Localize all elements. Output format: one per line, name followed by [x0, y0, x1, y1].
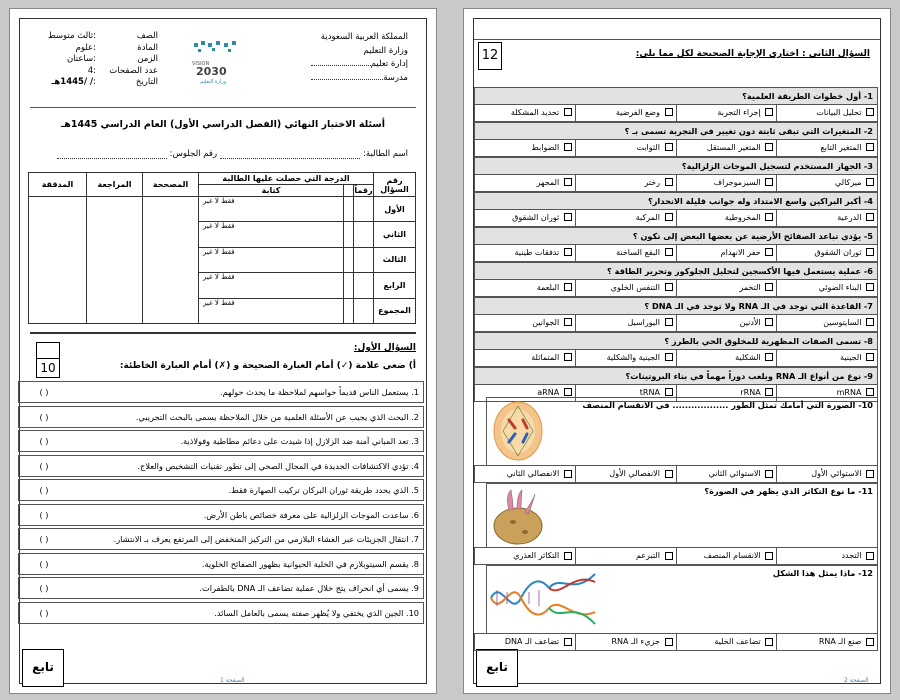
option-label: الأدنين: [739, 317, 761, 327]
mcq-options: [474, 547, 878, 565]
pages-value: 4: [87, 65, 94, 76]
image-question-text: 10- الصورة التي أمامك تمثل الطور .................. في الانقسام المنصف: [582, 400, 873, 410]
option-label: البناء الضوئي: [818, 282, 862, 292]
mcq-option[interactable]: [676, 280, 777, 297]
checkbox-icon[interactable]: [564, 283, 572, 291]
image-question: [486, 397, 878, 465]
option-label: الاستوائي الأول: [811, 469, 862, 478]
statement-text: تؤدي الاكتشافات الجديدة في المجال الصحي إلى تطور تقنيات التشخيص والعلاج.: [137, 460, 409, 471]
q1-instruction: أ) ضعي علامة (✓) أمام العبارة الصحيحة و (✗) أمام العبارة الخاطئة:: [119, 361, 416, 371]
option-label: الانفصالي الثاني: [506, 469, 560, 478]
col-question-number: رقم السؤال: [374, 173, 416, 197]
mcq-option[interactable]: [776, 315, 877, 332]
checkbox-icon[interactable]: [765, 143, 773, 151]
q1-title: السؤال الأول:: [353, 343, 416, 353]
option-label: جزيء الـ RNA: [611, 637, 660, 646]
mcq-option[interactable]: [676, 140, 777, 157]
checkbox-icon[interactable]: [665, 108, 673, 116]
option-label: التنفس الخلوي: [610, 282, 660, 292]
mcq-option[interactable]: [575, 210, 676, 227]
col-corrector: المصححة: [143, 173, 199, 197]
mcq-option[interactable]: [776, 280, 877, 297]
option-label: تدفقات طينية: [514, 247, 560, 257]
checkbox-icon[interactable]: [564, 638, 572, 646]
mcq-option[interactable]: [475, 210, 575, 227]
mcq-question: 8- تسمى الصفات المظهرية للمخلوق الحي بالطرز ؟: [474, 332, 878, 350]
mcq-option[interactable]: [676, 105, 777, 122]
option-label: الدرعية: [837, 212, 862, 222]
row-question: الثالث: [374, 247, 416, 272]
date-key: التاريخ: [135, 77, 158, 87]
mcq-option[interactable]: [475, 175, 575, 192]
checkbox-icon[interactable]: [564, 552, 572, 560]
next-label: تابع: [486, 660, 508, 674]
option-label: التبرعم: [635, 551, 660, 560]
grade-value: ثالث متوسط: [47, 31, 94, 41]
checkbox-icon[interactable]: [564, 248, 572, 256]
checkbox-icon[interactable]: [866, 108, 874, 116]
option-label: تحليل البيانات: [816, 107, 862, 117]
date-value: / /1445هـ: [51, 77, 94, 87]
answer-paren[interactable]: ( ): [39, 387, 49, 397]
cell-division-image: [491, 400, 545, 462]
student-name-label: اسم الطالبة:: [363, 149, 408, 159]
checkbox-icon[interactable]: [866, 388, 874, 396]
row-question: الثاني: [374, 222, 416, 247]
mcq-option[interactable]: [776, 245, 877, 262]
mcq-option[interactable]: [676, 466, 777, 482]
image-question: [486, 565, 878, 633]
mcq-option[interactable]: [575, 175, 676, 192]
statement-row: 10. الجين الذي يختفي ولا يُظهر صفته يسمى بالعامل السائد. ( ): [18, 602, 424, 624]
checkbox-icon[interactable]: [564, 178, 572, 186]
svg-text:2030: 2030: [196, 65, 227, 78]
mcq-option[interactable]: [676, 634, 777, 650]
page-number: الصفحة 1: [220, 677, 245, 684]
mcq-option[interactable]: [475, 315, 575, 332]
statement-text: الجين الذي يختفي ولا يُظهر صفته يسمى بالعامل السائد.: [214, 607, 404, 618]
mcq-question: 7- القاعدة التي توجد في الـ RNA ولا توجد في الـ DNA ؟: [474, 297, 878, 315]
mcq-question: 4- أكبر البراكين واسع الامتداد وله جوانب قليلة الانحدار؟: [474, 192, 878, 210]
answer-paren[interactable]: ( ): [39, 485, 49, 495]
exam-title: أسئلة الاختبار النهائي (الفصل الدراسي الأول) العام الدراسي 1445هـ: [61, 119, 385, 130]
mcq-option[interactable]: [575, 634, 676, 650]
option-label: تضاعف الـ DNA: [504, 637, 560, 646]
logo-icon: [188, 39, 248, 85]
mcq-option[interactable]: [475, 634, 575, 650]
school-label: مدرسة: [383, 72, 408, 83]
option-label: ثوران الشقوق: [814, 247, 862, 257]
mcq-options: [474, 175, 878, 193]
next-page-button[interactable]: [22, 649, 64, 687]
divider: [474, 39, 880, 40]
mcq-option[interactable]: [676, 350, 777, 367]
mcq-option[interactable]: [475, 140, 575, 157]
education-dept-label: إدارة تعليم: [370, 59, 408, 69]
row-words: فقط لا غير: [199, 222, 344, 247]
checkbox-icon[interactable]: [866, 143, 874, 151]
mcq-option[interactable]: [676, 210, 777, 227]
ministry-label: وزارة التعليم: [363, 45, 408, 56]
budding-potato-image: [491, 486, 545, 546]
checkbox-icon[interactable]: [564, 470, 572, 478]
row-words: فقط لا غير: [199, 298, 344, 323]
mcq-options: [474, 350, 878, 368]
checkbox-icon[interactable]: [765, 213, 773, 221]
option-label: تحديد المشكلة: [510, 107, 560, 117]
option-label: aRNA: [537, 387, 560, 397]
row-words: فقط لا غير: [199, 247, 344, 272]
answer-paren[interactable]: ( ): [39, 583, 49, 593]
student-info: [28, 149, 408, 159]
mcq-question: 6- عملية يستعمل فيها الأكسجين لتحليل الجلوكوز وتحرير الطاقة ؟: [474, 262, 878, 280]
mcq-option[interactable]: [575, 105, 676, 122]
row-question: المجموع: [374, 298, 416, 323]
statement-text: يستعمل الناس قديماً حواسهم لملاحظة ما يحدث حولهم.: [219, 387, 409, 397]
checkbox-icon[interactable]: [765, 318, 773, 326]
image-question-text: 12- ماذا يمثل هذا الشكل: [772, 568, 873, 578]
mcq-option[interactable]: [475, 350, 575, 367]
option-label: السيزموجراف: [713, 177, 761, 187]
subject-key: المادة: [137, 42, 158, 53]
checkbox-icon[interactable]: [665, 552, 673, 560]
mcq-options: [474, 633, 878, 651]
option-label: حفر الانهدام: [720, 247, 761, 257]
mcq-option[interactable]: [776, 548, 877, 564]
checkbox-icon[interactable]: [866, 353, 874, 361]
table-row: [29, 197, 416, 222]
time-key: الزمن: [137, 54, 158, 64]
option-label: وضع الفرضية: [615, 107, 660, 117]
checkbox-icon[interactable]: [665, 470, 673, 478]
statement-row: 9. يسمى أي انحراف يتج خلال عملية تضاعف الـ DNA بالطفرات. ( ): [18, 577, 424, 599]
q2-score: 12: [481, 48, 499, 63]
row-question: الرابع: [374, 273, 416, 298]
mcq-option[interactable]: [676, 315, 777, 332]
mcq-option[interactable]: [776, 175, 877, 192]
checkbox-icon[interactable]: [564, 353, 572, 361]
option-label: الجوانين: [532, 317, 560, 327]
mcq-options: [474, 280, 878, 298]
pages-key: عدد الصفحات: [109, 65, 158, 76]
mcq-question: 3- الجهاز المستخدم لتسجيل الموجات الزلزالية؟: [474, 157, 878, 175]
option-label: المركبة: [635, 212, 660, 222]
answer-paren[interactable]: ( ): [39, 509, 49, 520]
statement-row: 2. البحث الذي يجيب عن الأسئلة العلمية من خلال الملاحظة يسمى بالبحث التجريبي. ( ): [18, 406, 424, 428]
option-label: إجراء التجربة: [717, 107, 761, 117]
statement-row: 5. الذي يحدد طريقة ثوران البركان تركيب الصهارة فقط. ( ): [18, 479, 424, 501]
statement-text: انتقال الجزيئات عبر الغشاء البلازمي من التركيز المنخفض إلى المرتفع يعرف بـ الانتشار.: [113, 534, 409, 544]
mcq-option[interactable]: [776, 140, 877, 157]
option-label: ميركالي: [834, 177, 862, 187]
mcq-option[interactable]: [776, 466, 877, 482]
q2-score-box: [478, 42, 502, 70]
checkbox-icon[interactable]: [866, 552, 874, 560]
mcq-option[interactable]: [475, 245, 575, 262]
mcq-option[interactable]: [776, 210, 877, 227]
next-page-button[interactable]: [476, 649, 518, 687]
checkbox-icon[interactable]: [765, 248, 773, 256]
mcq-option[interactable]: [776, 350, 877, 367]
row-words: فقط لا غير: [199, 197, 344, 222]
mcq-options: [474, 140, 878, 158]
option-label: الجينية والشكلية: [606, 352, 660, 362]
checkbox-icon[interactable]: [866, 638, 874, 646]
checkbox-icon[interactable]: [665, 353, 673, 361]
image-question: [486, 483, 878, 547]
mcq-option[interactable]: [676, 548, 777, 564]
option-label: تضاعف الخلية: [714, 637, 761, 646]
checkbox-icon[interactable]: [765, 638, 773, 646]
checkbox-icon[interactable]: [665, 318, 673, 326]
checkbox-icon[interactable]: [765, 283, 773, 291]
vision-2030-logo: [188, 39, 248, 85]
exam-page-2: [463, 8, 891, 694]
mcq-question: 1- أول خطوات الطريقة العلمية؟: [474, 87, 878, 105]
checkbox-icon[interactable]: [866, 248, 874, 256]
checkbox-icon[interactable]: [765, 470, 773, 478]
mcq-options: [474, 465, 878, 483]
statement-row: 8. يقسم السيتوبلازم في الخلية الحيوانية بظهور الصفائح الخلوية. ( ): [18, 553, 424, 575]
mcq-option[interactable]: [676, 245, 777, 262]
mcq-options: [474, 245, 878, 263]
statement-row: 4. تؤدي الاكتشافات الجديدة في المجال الصحي إلى تطور تقنيات التشخيص والعلاج. ( ): [18, 455, 424, 477]
mcq-option[interactable]: [676, 175, 777, 192]
q1-score-box: [36, 342, 60, 378]
mcq-option[interactable]: [475, 466, 575, 482]
checkbox-icon[interactable]: [866, 213, 874, 221]
statement-text: ساعدت الموجات الزلزالية على معرفة خصائص باطن الأرض.: [203, 509, 409, 520]
row-question: الأول: [374, 197, 416, 222]
option-label: رختر: [644, 177, 660, 187]
country-label: المملكة العربية السعودية: [320, 32, 408, 42]
mcq-question: 5- يؤدي تباعد الصفائح الأرضية عن بعضها البعض إلى تكون ؟: [474, 227, 878, 245]
mcq-options: [474, 315, 878, 333]
answer-paren[interactable]: ( ): [39, 558, 49, 569]
mcq-option[interactable]: [575, 350, 676, 367]
answer-paren[interactable]: ( ): [39, 436, 49, 446]
mcq-option[interactable]: [475, 280, 575, 297]
statement-text: الذي يحدد طريقة ثوران البركان تركيب الصهارة فقط.: [228, 485, 409, 495]
q2-title: السؤال الثاني : اختاري الإجابة الصحيحة لكل مما يلي:: [635, 49, 870, 59]
statement-text: البحث الذي يجيب عن الأسئلة العلمية من خلال الملاحظة يسمى بالبحث التجريبي.: [135, 411, 409, 422]
checkbox-icon[interactable]: [564, 108, 572, 116]
statement-text: يقسم السيتوبلازم في الخلية الحيوانية بظهور الصفائح الخلوية.: [201, 558, 409, 569]
col-grade: الدرجة التي حصلت عليها الطالبة: [199, 173, 374, 185]
mcq-option[interactable]: [475, 548, 575, 564]
header-left: الصف : ثالث متوسط المادة : علوم الزمن : ساعتان عدد الصفحات : 4 التاريخ : / /1445هـ: [47, 31, 158, 87]
svg-text:VISION: VISION: [192, 61, 210, 67]
mcq-option[interactable]: [776, 634, 877, 650]
q1-score: 10: [40, 361, 56, 375]
grade-table: [28, 172, 416, 324]
dna-replication-image: [489, 568, 597, 628]
option-label: التجدد: [841, 551, 862, 560]
statement-row: 6. ساعدت الموجات الزلزالية على معرفة خصائص باطن الأرض. ( ): [18, 504, 424, 526]
option-label: الانفصالي الأول: [609, 469, 660, 478]
checkbox-icon[interactable]: [665, 283, 673, 291]
header-right: [278, 31, 408, 85]
checkbox-icon[interactable]: [665, 178, 673, 186]
next-label: تابع: [32, 660, 54, 674]
mcq-question: 9- نوع من أنواع الـ RNA ويلعب دوراً مهماً في بناء البروتينات؟: [474, 367, 878, 385]
checkbox-icon[interactable]: [665, 213, 673, 221]
mcq-option[interactable]: [575, 466, 676, 482]
checkbox-icon[interactable]: [765, 388, 773, 396]
checkbox-icon[interactable]: [564, 388, 572, 396]
grade-key: الصف: [136, 31, 158, 41]
divider: [30, 107, 416, 108]
option-label: الثوابت: [636, 142, 660, 152]
option-label: ثوران الشقوق: [512, 212, 560, 222]
checkbox-icon[interactable]: [765, 353, 773, 361]
option-label: المجهر: [536, 177, 560, 187]
option-label: tRNA: [639, 387, 660, 397]
mcq-option[interactable]: [575, 280, 676, 297]
option-label: التخمر: [739, 282, 761, 292]
option-label: الانقسام المنصف: [703, 551, 761, 560]
answer-paren[interactable]: ( ): [39, 460, 49, 471]
answer-paren[interactable]: ( ): [39, 607, 49, 618]
checkbox-icon[interactable]: [564, 213, 572, 221]
option-label: الشكلية: [735, 352, 761, 362]
option-label: المتغير المستقل: [706, 142, 761, 152]
answer-paren[interactable]: ( ): [39, 411, 49, 422]
mcq-option[interactable]: [475, 105, 575, 122]
statement-row: 1. يستعمل الناس قديماً حواسهم لملاحظة ما يحدث حولهم. ( ): [18, 381, 424, 403]
col-reviewer: المراجعة: [87, 173, 143, 197]
option-label: mRNA: [836, 387, 862, 397]
option-label: الاستوائي الثاني: [708, 469, 761, 478]
mcq-question: 2- المتغيرات التي تبقى ثابتة دون تغيير في التجربة تسمى بـ ؟: [474, 122, 878, 140]
exam-page-1: [9, 8, 437, 694]
subject-value: علوم: [75, 42, 94, 53]
divider: [30, 332, 416, 334]
mcq-options: [474, 210, 878, 228]
row-words: فقط لا غير: [199, 273, 344, 298]
mcq-option[interactable]: [575, 315, 676, 332]
checkbox-icon[interactable]: [866, 318, 874, 326]
option-label: rRNA: [740, 387, 761, 397]
option-label: المتغير التابع: [820, 142, 862, 152]
checkbox-icon[interactable]: [564, 318, 572, 326]
statement-text: يسمى أي انحراف يتج خلال عملية تضاعف الـ DNA بالطفرات.: [199, 583, 409, 593]
time-value: ساعتان: [66, 54, 94, 64]
checkbox-icon[interactable]: [665, 248, 673, 256]
mcq-option[interactable]: [575, 245, 676, 262]
option-label: التكاثر العذري: [513, 551, 560, 560]
svg-text:وزارة التعليم: وزارة التعليم: [200, 79, 227, 85]
col-words: كتابة: [199, 185, 344, 197]
mcq-option[interactable]: [776, 105, 877, 122]
mcq-options: [474, 105, 878, 123]
option-label: صنع الـ RNA: [818, 637, 862, 646]
seat-number-label: رقم الجلوس:: [169, 149, 218, 159]
mcq-option[interactable]: [575, 548, 676, 564]
answer-paren[interactable]: ( ): [39, 534, 49, 544]
option-label: البلعمة: [536, 282, 560, 292]
statement-row: 7. انتقال الجزيئات عبر الغشاء البلازمي من التركيز المنخفض إلى المرتفع يعرف بـ الانتشار. ( ): [18, 528, 424, 550]
option-label: المخروطية: [724, 212, 761, 222]
option-label: الجينية: [840, 352, 862, 362]
option-label: السايتوسين: [823, 317, 862, 327]
option-label: الضوابط: [531, 142, 560, 152]
statement-text: تعد المباني آمنة ضد الزلازل إذا شيدت على دعائم مطاطية وفولاذية.: [180, 436, 409, 446]
checkbox-icon[interactable]: [564, 143, 572, 151]
checkbox-icon[interactable]: [765, 178, 773, 186]
col-digits: رقماً: [354, 186, 373, 195]
checkbox-icon[interactable]: [765, 108, 773, 116]
checkbox-icon[interactable]: [866, 470, 874, 478]
checkbox-icon[interactable]: [866, 283, 874, 291]
mcq-option[interactable]: [575, 140, 676, 157]
checkbox-icon[interactable]: [665, 143, 673, 151]
option-label: اليوراسيل: [627, 317, 660, 327]
statement-row: 3. تعد المباني آمنة ضد الزلازل إذا شيدت على دعائم مطاطية وفولاذية. ( ): [18, 430, 424, 452]
page-number: الصفحة 2: [844, 677, 869, 684]
image-question-text: 11- ما نوع التكاثر الذي يظهر في الصورة؟: [704, 486, 873, 496]
checkbox-icon[interactable]: [866, 178, 874, 186]
option-label: البقع الساخنة: [616, 247, 660, 257]
checkbox-icon[interactable]: [665, 638, 673, 646]
checkbox-icon[interactable]: [765, 552, 773, 560]
col-auditor: المدققة: [29, 173, 87, 197]
option-label: المتماثلة: [531, 352, 560, 362]
checkbox-icon[interactable]: [665, 388, 673, 396]
